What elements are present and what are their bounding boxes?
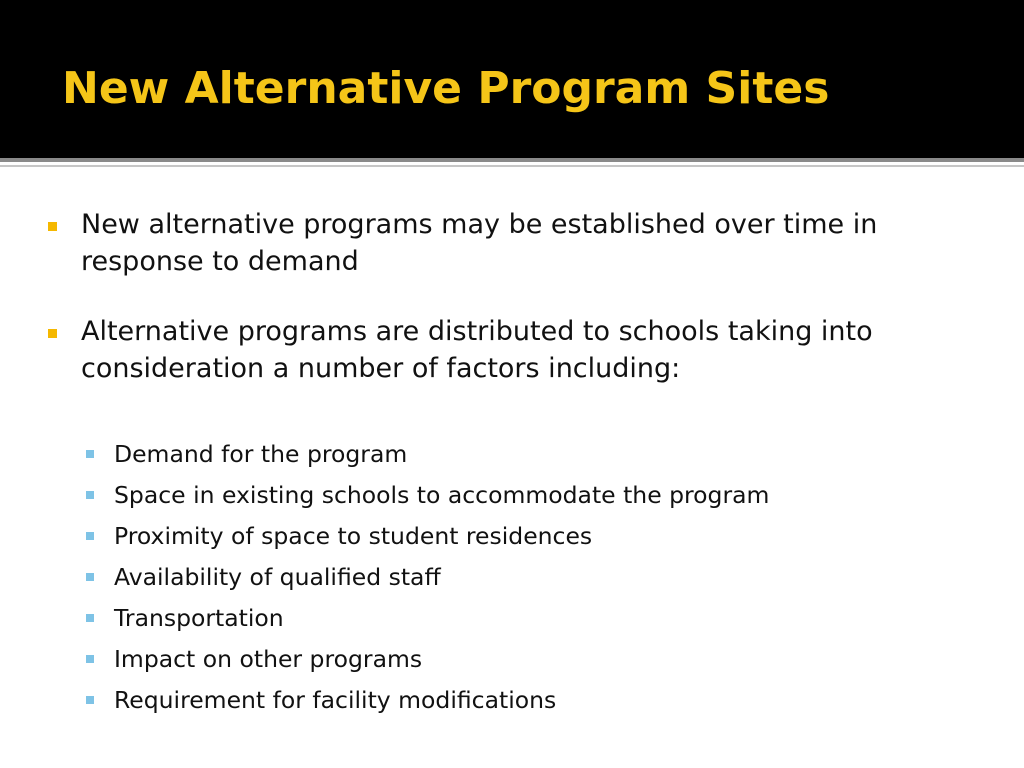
square-bullet-icon [86, 573, 94, 581]
factor-text: Availability of qualified staff [114, 563, 441, 591]
square-bullet-icon [86, 532, 94, 540]
factor-text: Proximity of space to student residences [114, 522, 593, 550]
factor-item-facility [84, 680, 984, 721]
factor-text: Requirement for facility modifications [114, 686, 557, 714]
bullet-list [46, 206, 986, 420]
header-divider-highlight [0, 165, 1024, 167]
factor-text: Impact on other programs [114, 645, 423, 673]
square-bullet-icon [86, 696, 94, 704]
header-divider [0, 158, 1024, 162]
square-bullet-icon [86, 655, 94, 663]
square-bullet-icon [48, 222, 57, 231]
bullet-text: New alternative programs may be established over time in response to demand [81, 209, 878, 277]
factor-item-transportation [84, 598, 984, 639]
factor-list [84, 434, 984, 721]
factor-item-space [84, 475, 984, 516]
square-bullet-icon [86, 491, 94, 499]
bullet-item-new-programs [46, 206, 986, 280]
factor-item-demand [84, 434, 984, 475]
factor-text: Demand for the program [114, 440, 408, 468]
factor-item-impact [84, 639, 984, 680]
factor-text: Transportation [114, 604, 284, 632]
square-bullet-icon [86, 614, 94, 622]
square-bullet-icon [86, 450, 94, 458]
square-bullet-icon [48, 329, 57, 338]
factor-item-staff [84, 557, 984, 598]
slide-header [0, 0, 1024, 158]
bullet-item-distribution-factors [46, 313, 986, 387]
bullet-text: Alternative programs are distributed to schools taking into consideration a number of factors including: [81, 316, 873, 384]
factor-item-proximity [84, 516, 984, 557]
factor-text: Space in existing schools to accommodate the program [114, 481, 770, 509]
slide-title: New Alternative Program Sites [62, 63, 830, 114]
